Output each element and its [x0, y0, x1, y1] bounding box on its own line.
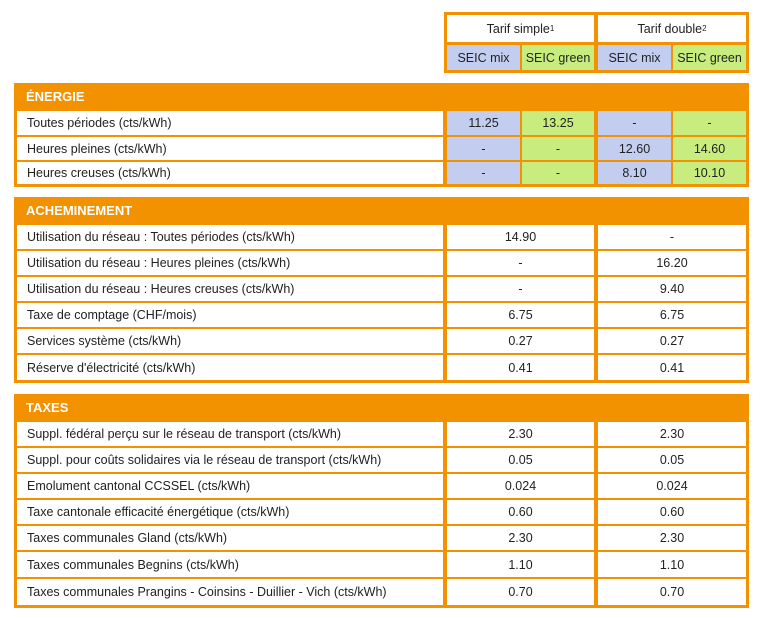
tarif-double-footnote: 2 [702, 24, 707, 33]
section-taxes-title: TAXES [26, 399, 69, 415]
header-simple-seic-green: SEIC green [522, 45, 594, 70]
value-simple: 6.75 [447, 303, 594, 327]
row-label: Toutes périodes (cts/kWh) [17, 111, 443, 135]
value-simple: 0.27 [447, 329, 594, 353]
row-label: Suppl. pour coûts solidaires via le réseau de transport (cts/kWh) [17, 448, 443, 472]
tarif-simple-footnote: 1 [549, 24, 555, 33]
value-double: 2.30 [598, 422, 746, 446]
row-label: Heures creuses (cts/kWh) [17, 162, 443, 184]
row-label: Services système (cts/kWh) [17, 329, 443, 353]
value-simple: 0.70 [447, 579, 594, 605]
value-simple-green: - [522, 162, 594, 184]
value-double: 6.75 [598, 303, 746, 327]
value-double: 0.05 [598, 448, 746, 472]
value-double-mix: 12.60 [598, 137, 671, 160]
value-double: 1.10 [598, 552, 746, 577]
value-double: 16.20 [598, 251, 746, 275]
value-double-mix: - [598, 111, 671, 135]
value-simple: 0.41 [447, 355, 594, 380]
value-simple-mix: - [447, 137, 520, 160]
value-simple-green: 13.25 [522, 111, 594, 135]
value-simple: 1.10 [447, 552, 594, 577]
header-double-seic-green: SEIC green [673, 45, 746, 70]
value-simple: - [447, 277, 594, 301]
value-double: 9.40 [598, 277, 746, 301]
value-simple: 0.05 [447, 448, 594, 472]
row-label: Emolument cantonal CCSSEL (cts/kWh) [17, 474, 443, 498]
value-double: 0.60 [598, 500, 746, 524]
value-simple: 2.30 [447, 526, 594, 550]
value-double: 0.27 [598, 329, 746, 353]
value-double-mix: 8.10 [598, 162, 671, 184]
row-label: Utilisation du réseau : Heures creuses (cts/kWh) [17, 277, 443, 301]
row-label: Suppl. fédéral perçu sur le réseau de transport (cts/kWh) [17, 422, 443, 446]
value-double: - [598, 225, 746, 249]
tarif-double-label: Tarif double [637, 21, 703, 36]
row-label: Taxe de comptage (CHF/mois) [17, 303, 443, 327]
value-double-green: 14.60 [673, 137, 746, 160]
row-label: Utilisation du réseau : Heures pleines (cts/kWh) [17, 251, 443, 275]
header-tarif-simple [447, 15, 594, 42]
value-double-green: - [673, 111, 746, 135]
row-label: Taxes communales Prangins - Coinsins - Duillier - Vich (cts/kWh) [17, 579, 443, 605]
value-double: 0.41 [598, 355, 746, 380]
value-simple-mix: - [447, 162, 520, 184]
row-label: Taxe cantonale efficacité énergétique (cts/kWh) [17, 500, 443, 524]
row-label: Réserve d'électricité (cts/kWh) [17, 355, 443, 380]
header-simple-seic-mix: SEIC mix [447, 45, 520, 70]
row-label: Taxes communales Gland (cts/kWh) [17, 526, 443, 550]
value-simple-mix: 11.25 [447, 111, 520, 135]
value-double: 0.70 [598, 579, 746, 605]
row-label: Utilisation du réseau : Toutes périodes (cts/kWh) [17, 225, 443, 249]
section-energie-title: ÉNERGIE [26, 88, 85, 104]
row-label: Taxes communales Begnins (cts/kWh) [17, 552, 443, 577]
value-simple: 0.024 [447, 474, 594, 498]
value-double: 2.30 [598, 526, 746, 550]
value-simple: 2.30 [447, 422, 594, 446]
value-simple: 0.60 [447, 500, 594, 524]
header-tarif-double [598, 15, 746, 42]
tarif-simple-label: Tarif simple [486, 21, 550, 36]
value-double-green: 10.10 [673, 162, 746, 184]
row-label: Heures pleines (cts/kWh) [17, 137, 443, 160]
value-simple: - [447, 251, 594, 275]
value-simple-green: - [522, 137, 594, 160]
value-double: 0.024 [598, 474, 746, 498]
value-simple: 14.90 [447, 225, 594, 249]
section-acheminement-title: ACHEMINEMENT [26, 202, 133, 218]
header-double-seic-mix: SEIC mix [598, 45, 671, 70]
